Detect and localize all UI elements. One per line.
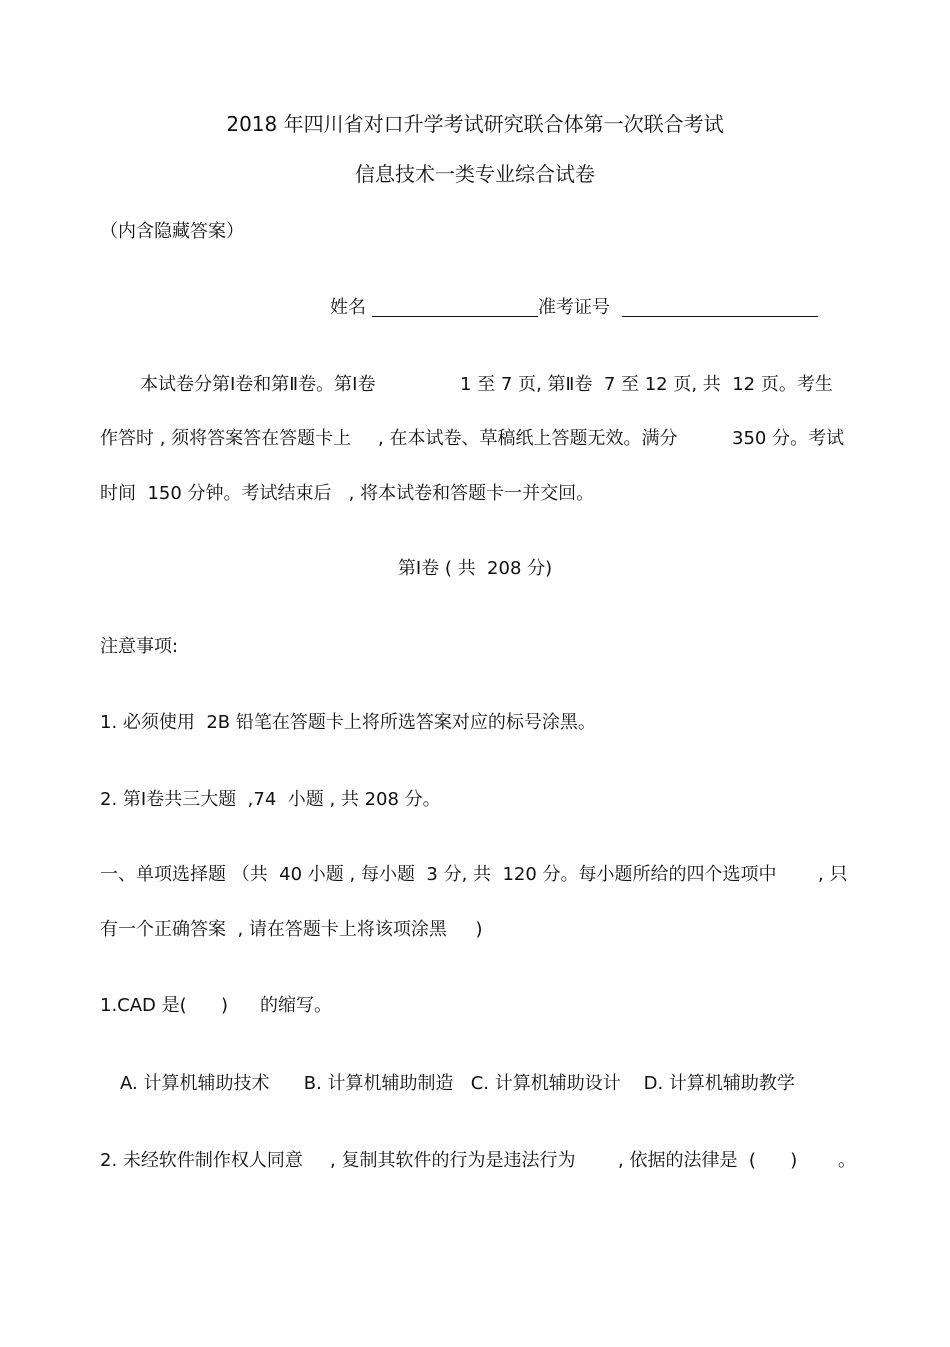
- exam-id-label: 准考证号: [538, 297, 610, 318]
- part1-instruction-line2: 有一个正确答案 , 请在答题卡上将该项涂黑 ): [100, 919, 483, 940]
- notice-item-1: 1. 必须使用 2B 铅笔在答题卡上将所选答案对应的标号涂黑。: [100, 712, 596, 733]
- intro-line2a: 作答时 , 须将答案答在答题卡上: [100, 428, 352, 449]
- intro-line1a: 本试卷分第Ⅰ卷和第Ⅱ卷。第Ⅰ卷: [140, 374, 376, 395]
- question-2-stem-c: , 依据的法律是 ( ): [618, 1150, 798, 1171]
- notice-item-2: 2. 第Ⅰ卷共三大题 ,74 小题 , 共 208 分。: [100, 789, 441, 810]
- question-2-stem-a: 2. 未经软件制作权人同意: [100, 1150, 303, 1171]
- part1-instruction-line1: 一、单项选择题 （共 40 小题 , 每小题 3 分, 共 120 分。每小题所给的四个选项中: [100, 864, 777, 885]
- question-1-stem-end: 的缩写。: [260, 995, 332, 1016]
- notice-heading: 注意事项:: [100, 636, 179, 657]
- section1-heading: 第Ⅰ卷 ( 共 208 分): [397, 558, 553, 579]
- question-1-options: A. 计算机辅助技术 B. 计算机辅助制造 C. 计算机辅助设计 D. 计算机辅助教学: [120, 1073, 795, 1094]
- name-label: 姓名: [330, 297, 366, 318]
- exam-subtitle: 信息技术一类专业综合试卷: [355, 162, 595, 186]
- intro-line3: 时间 150 分钟。考试结束后 , 将本试卷和答题卡一并交回。: [100, 483, 595, 504]
- intro-line2c: 350 分。考试: [732, 428, 845, 449]
- name-blank-line: [372, 298, 538, 317]
- exam-title: 2018 年四川省对口升学考试研究联合体第一次联合考试: [226, 112, 724, 136]
- question-1-stem: 1.CAD 是( ): [100, 995, 229, 1016]
- question-2-stem-b: , 复制其软件的行为是违法行为: [330, 1150, 576, 1171]
- question-2-stem-d: 。: [838, 1150, 856, 1171]
- hidden-answer-note: （内含隐藏答案）: [100, 221, 244, 242]
- part1-instruction-line1-end: , 只: [818, 864, 848, 885]
- intro-line2b: , 在本试卷、草稿纸上答题无效。满分: [378, 428, 678, 449]
- exam-id-blank-line: [622, 298, 818, 317]
- intro-line1b: 1 至 7 页, 第Ⅱ卷 7 至 12 页, 共 12 页。考生: [460, 374, 833, 395]
